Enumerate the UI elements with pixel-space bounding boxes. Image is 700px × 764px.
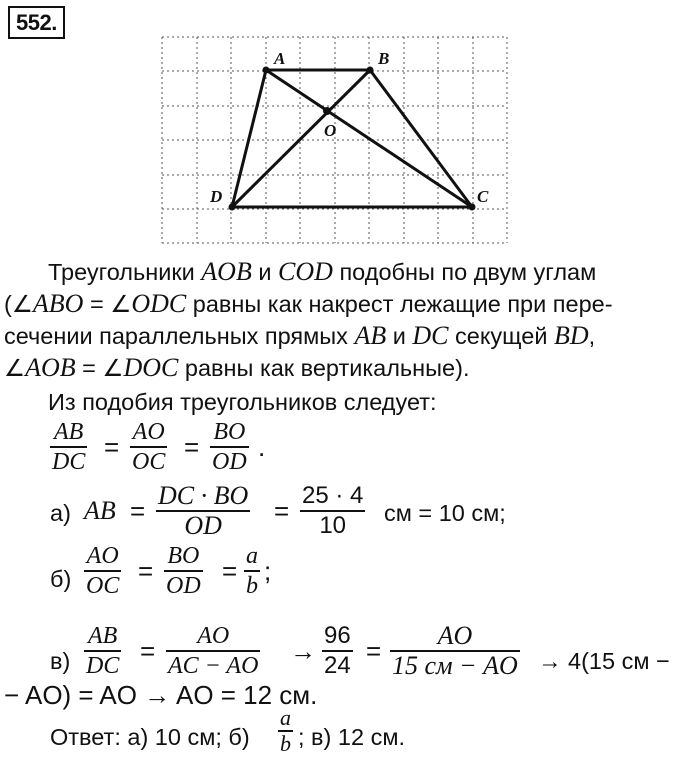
eq-sign: = (366, 636, 382, 666)
answer-suffix: ; в) 12 см. (298, 724, 406, 750)
part-c-frac-4: AO 15 см − AO (392, 621, 518, 680)
arrow: → (290, 636, 316, 666)
point-d (229, 204, 236, 211)
part-b-frac-3: $\frac{a}{b}$ (246, 543, 258, 599)
side-bc (370, 70, 472, 207)
diagonal-bd (232, 70, 370, 207)
part-c-label: в) (50, 648, 71, 674)
part-c-line-2: − AO) = AO → AO = 12 см. (4, 680, 318, 710)
eq-sign: = (274, 496, 290, 526)
eq-frac-ab-dc: $\frac{AB}{DC}$ (52, 419, 86, 475)
part-c-frac-3: $\frac{96}{24}$ (324, 622, 351, 679)
eq-frac-bo-od: $\frac{BO}{OD}$ (212, 419, 247, 475)
text-line-4: ∠AOB = ∠DOC равны как вертикальные). (4, 353, 470, 382)
text-line-2: (∠ABO = ∠ODC равны как накрест лежащие при пере- (4, 289, 613, 318)
point-o (323, 107, 331, 115)
part-c-frac-2: $\frac{AO}{AC - AO}$ (168, 623, 259, 679)
label-b: B (378, 49, 390, 68)
part-a-frac: $\frac{DC \cdot BO}{OD}$ (158, 481, 249, 540)
point-a (263, 67, 270, 74)
point-b (367, 67, 374, 74)
problem-number: 552. (8, 6, 65, 39)
part-c-frac-1: $\frac{AB}{DC}$ (86, 623, 120, 679)
part-a-result: см = 10 см; (384, 500, 506, 526)
eq-dot: . (258, 432, 266, 462)
part-a-frac-values: $\frac{25 \cdot 4}{10}$ (302, 482, 364, 539)
part-c-tail: → 4(15 см − (538, 648, 670, 674)
part-b-frac-2: $\frac{BO}{OD}$ (166, 543, 201, 599)
answer-prefix: Ответ: а) 10 см; б) (50, 724, 250, 750)
part-b-label: б) (50, 566, 72, 592)
side-da (232, 70, 266, 207)
text-line-1: Треугольники AOB и COD подобны по двум углам (48, 257, 597, 286)
text-line-5: Из подобия треугольников следует: (48, 389, 437, 415)
grid (162, 37, 507, 243)
semicolon: ; (264, 556, 272, 586)
diagonal-ac (266, 70, 472, 207)
part-a-lhs: AB (84, 496, 116, 525)
eq-sign: = (130, 496, 146, 526)
point-c (469, 204, 476, 211)
label-c: C (477, 187, 489, 206)
label-d: D (210, 187, 223, 206)
answer-frac: $\frac{a}{b}$ (280, 705, 291, 756)
text-line-3: сечении параллельных прямых AB и DC секущей BD, (4, 321, 596, 350)
part-b-frac-1: $\frac{AO}{OC}$ (86, 543, 120, 599)
eq-frac-ao-oc: $\frac{AO}{OC}$ (132, 419, 166, 475)
label-o: O (324, 121, 337, 140)
eq-sign: = (104, 432, 120, 462)
eq-sign: = (140, 636, 156, 666)
part-a-label: а) (50, 500, 71, 526)
eq-sign: = (222, 556, 238, 586)
label-a: A (274, 49, 286, 68)
trapezoid-figure (0, 0, 700, 250)
eq-sign: = (184, 432, 200, 462)
eq-sign: = (138, 556, 154, 586)
